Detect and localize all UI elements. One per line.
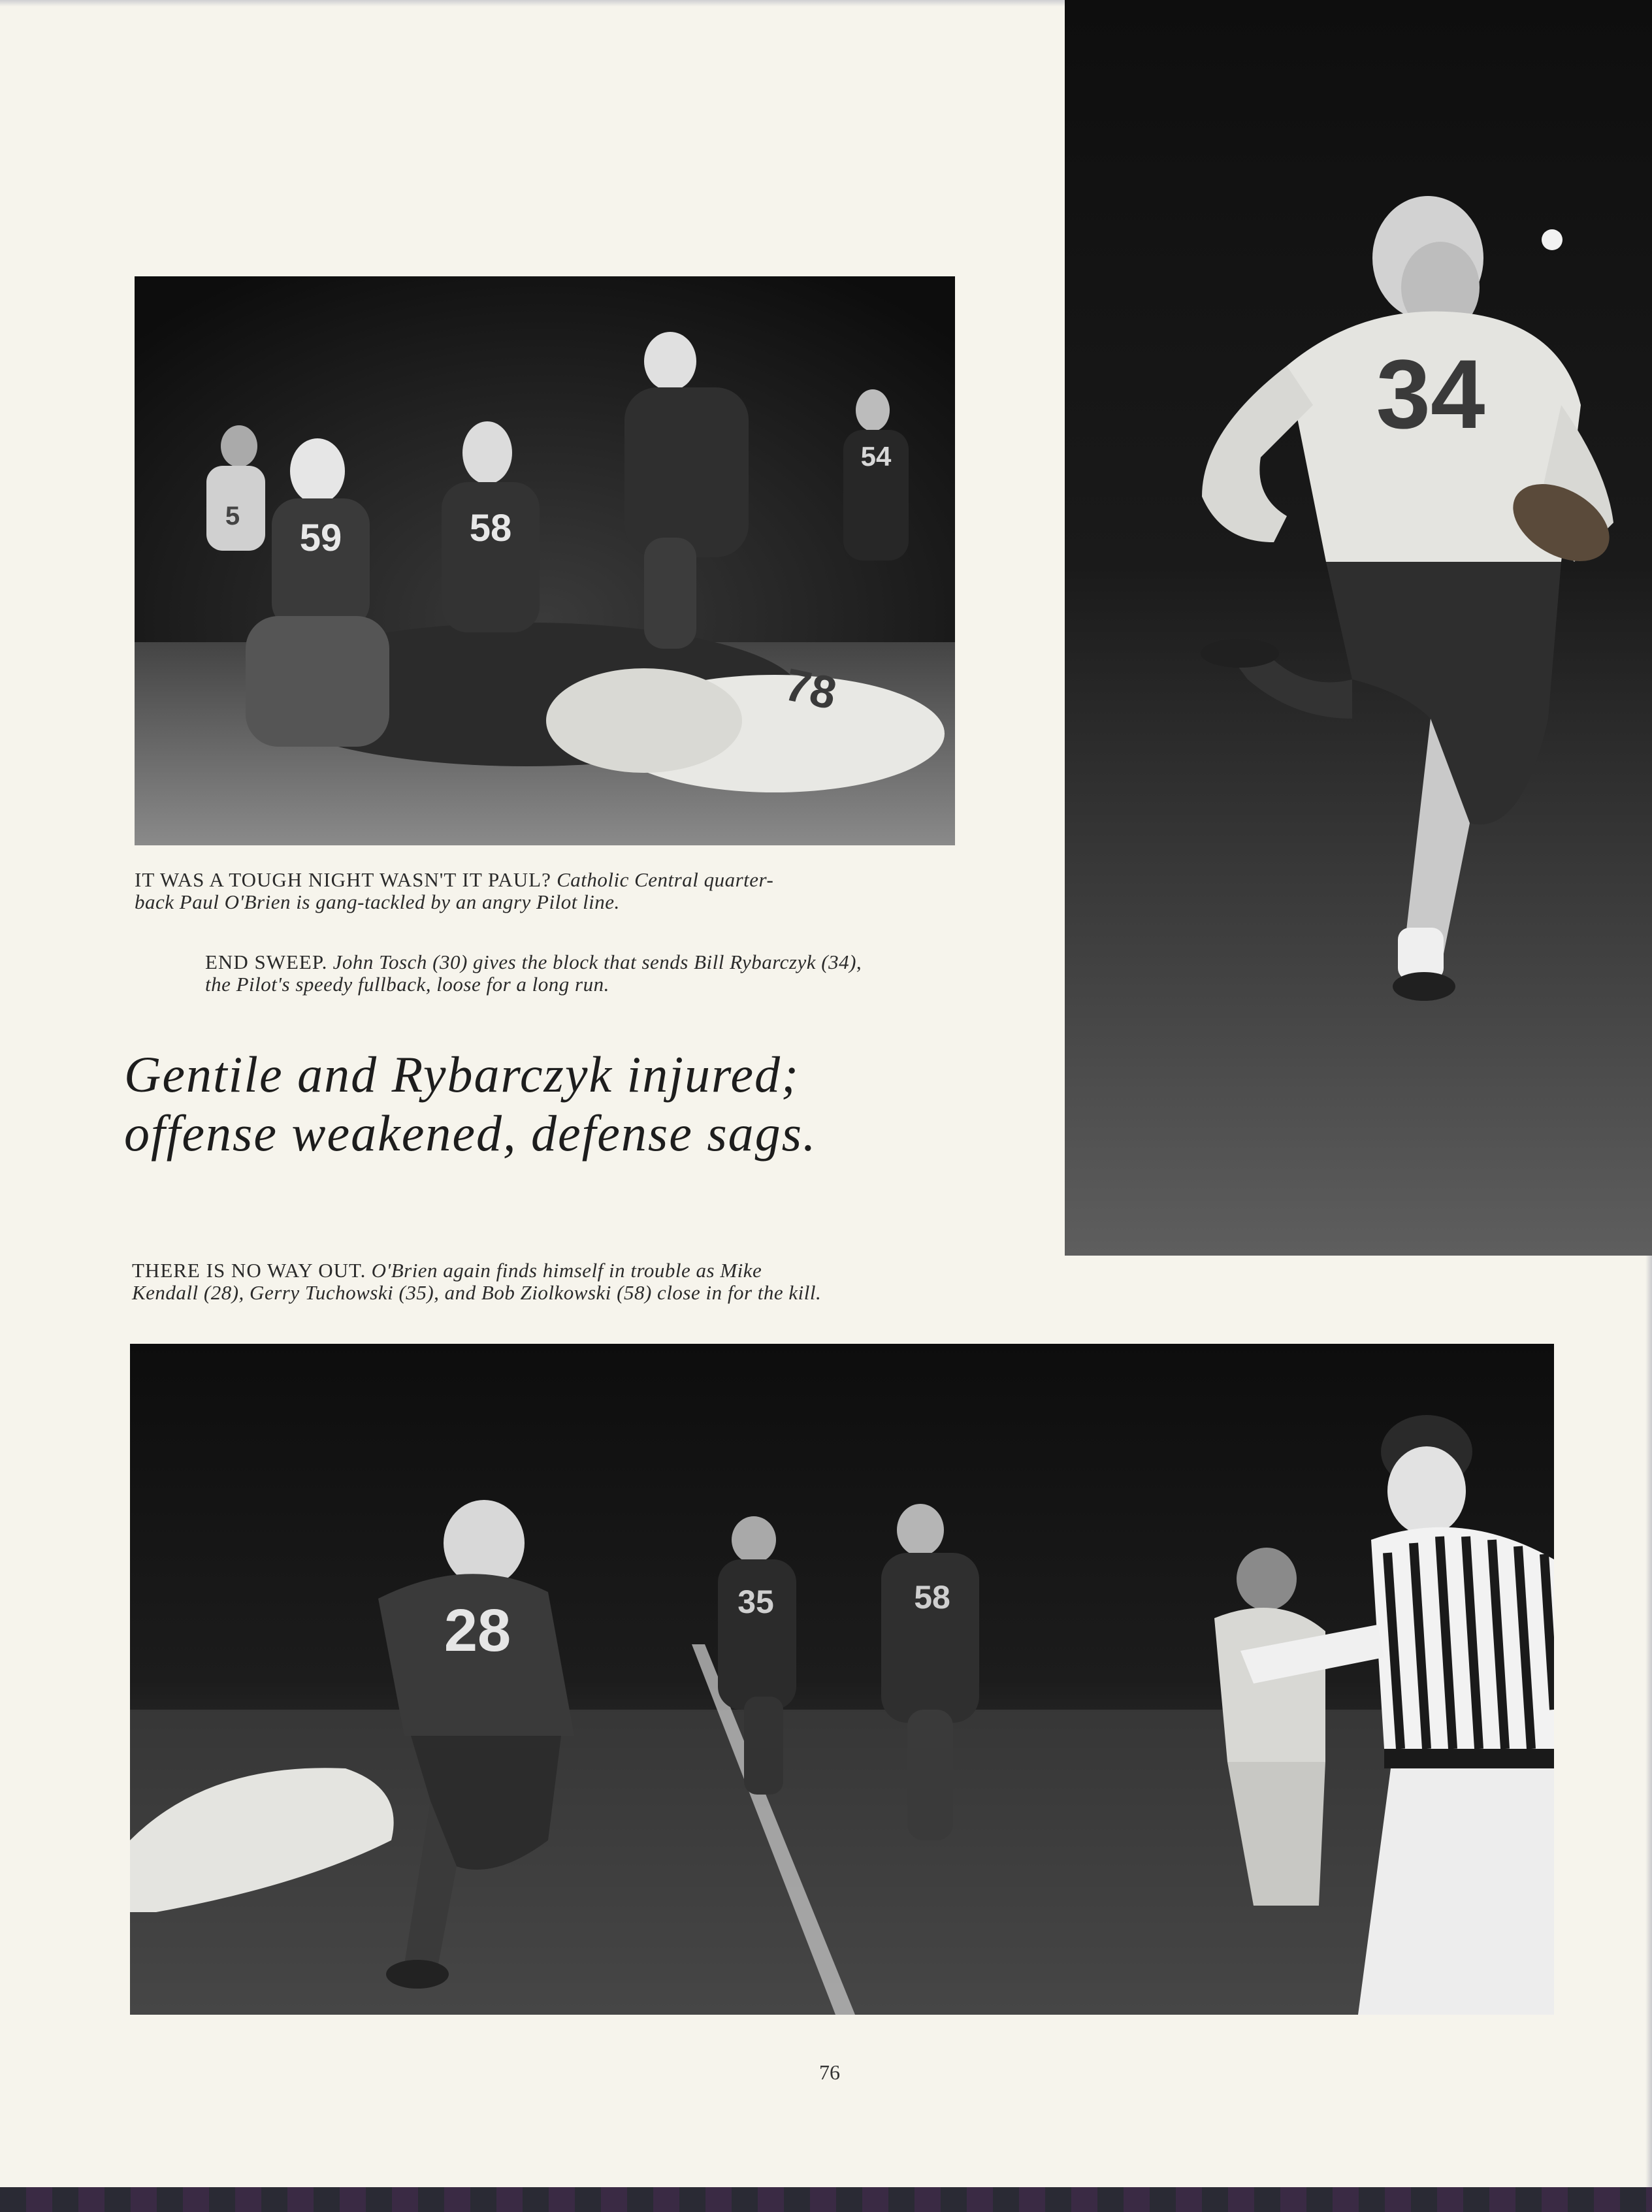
caption-no-way-out-line1: O'Brien again finds himself in trouble as Mike [371,1259,762,1282]
photo-no-way-out-image [130,1344,1554,2015]
jersey-number-78: 78 [780,659,841,719]
caption-gang-tackle-line2: back Paul O'Brien is gang-tackled by an angry Pilot line. [135,890,620,913]
page-headline [124,1045,817,1163]
jersey-number-34: 34 [1376,339,1485,449]
photo-no-way-out [130,1344,1554,2015]
jersey-number-35: 35 [737,1584,774,1620]
photo-end-sweep [1065,0,1652,1256]
jersey-number-54: 54 [860,441,892,472]
jersey-number-59: 59 [299,517,342,559]
jersey-number-28: 28 [444,1597,511,1664]
caption-gang-tackle-lead: IT WAS A TOUGH NIGHT WASN'T IT PAUL? [135,868,551,891]
caption-end-sweep [205,951,1061,996]
caption-end-sweep-line2: the Pilot's speedy fullback, loose for a long run. [205,973,609,996]
caption-no-way-out-lead: THERE IS NO WAY OUT. [132,1259,366,1282]
caption-no-way-out-line2: Kendall (28), Gerry Tuchowski (35), and Bob Ziolkowski (58) close in for the kill. [132,1281,822,1304]
caption-end-sweep-lead: END SWEEP. [205,951,328,973]
photo-end-sweep-image [1065,0,1652,1256]
photo-gang-tackle [135,276,955,845]
caption-no-way-out [132,1260,988,1304]
caption-gang-tackle [135,869,951,913]
photo-gang-tackle-image [135,276,955,845]
headline-line2: offense weakened, defense sags. [124,1105,817,1162]
page-number: 76 [819,2060,840,2084]
scan-bottom-strip [0,2187,1652,2212]
headline-line1: Gentile and Rybarczyk injured; [124,1046,800,1103]
jersey-number-58-bottom: 58 [914,1579,950,1616]
jersey-number-5: 5 [225,502,240,530]
caption-end-sweep-line1: John Tosch (30) gives the block that sends Bill Rybarczyk (34), [332,951,862,973]
jersey-number-58: 58 [469,507,512,549]
caption-gang-tackle-line1: Catholic Central quarter- [557,868,774,891]
